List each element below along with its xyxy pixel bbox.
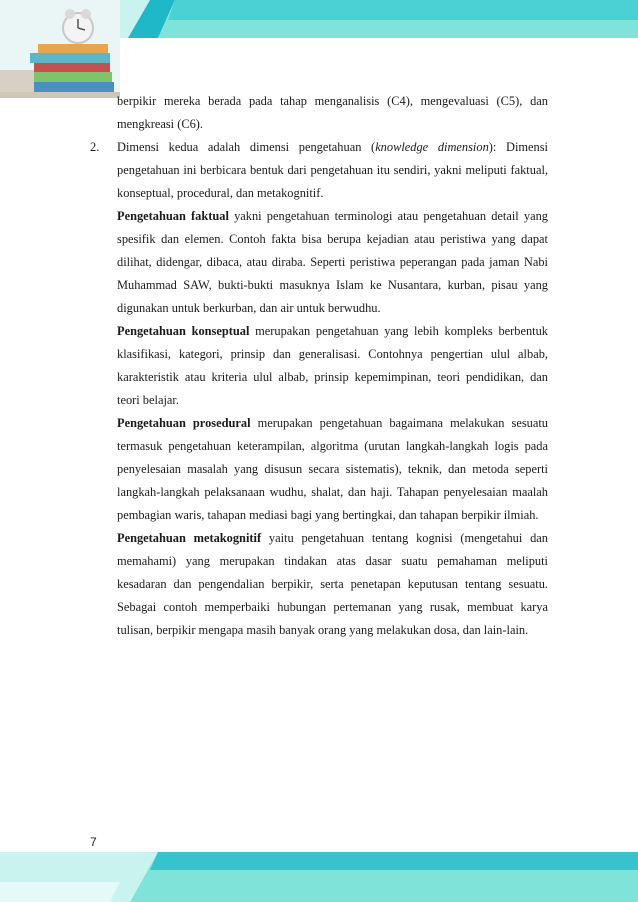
term-metakognitif: Pengetahuan metakognitif — [117, 531, 262, 545]
list-number: 2. — [90, 140, 100, 154]
paragraph-faktual: Pengetahuan faktual yakni pengetahuan terminologi atau pengetahuan detail yang spesifik dan elemen. Contoh fakta bisa berupa kejadian atau peristiwa yang dapat dilihat, didengar, dibaca, atau diraba. Seperti peristiwa peperangan pada jaman Nabi Muhammad SAW, bukti-bukti masuknya Islam ke Nusantara, kurban, pisau yang digunakan untuk berkurban, dan air untuk berwudhu. — [117, 209, 549, 315]
list-item-2 — [90, 136, 548, 205]
term-konseptual: Pengetahuan konseptual — [117, 324, 250, 338]
page-number: 7 — [90, 835, 97, 849]
document-body — [90, 90, 548, 642]
books-and-clock-icon — [0, 0, 135, 98]
term-faktual: Pengetahuan faktual — [117, 209, 229, 223]
footer-decoration — [0, 830, 638, 902]
continuation-paragraph: berpikir mereka berada pada tahap menganalisis (C4), mengevaluasi (C5), dan mengkreasi (C6). — [117, 94, 548, 131]
term-prosedural: Pengetahuan prosedural — [117, 416, 251, 430]
paragraph-metakognitif: Pengetahuan metakognitif yaitu pengetahuan tentang kognisi (mengetahui dan memahami) yang merupakan tindakan atas dasar suatu pemahaman meliputi kesadaran dan pengendalian berpikir, serta penetapan keputusan tentang sesuatu. Sebagai contoh memperbaiki hubungan pertemanan yang rusak, membuat karya tulisan, berpikir mengapa masih banyak orang yang melakukan dosa, dan lain-lain. — [117, 531, 548, 637]
italic-term: knowledge dimension — [375, 140, 489, 154]
paragraph-prosedural: Pengetahuan prosedural merupakan pengetahuan bagaimana melakukan sesuatu termasuk pengetahuan keterampilan, algoritma (urutan langkah-langkah logis pada penyelesaian masalah yang disusun secara sistematis), teknik, dan metoda seperti langkah-langkah pelaksanaan wudhu, shalat, dan haji. Tahapan penyelesaian maalah pembagian waris, tahapan mediasi bagi yang bertingkai, dan tahapan berpikir ilmiah. — [117, 416, 548, 522]
list-item-text: Dimensi kedua adalah dimensi pengetahuan (knowledge dimension): Dimensi pengetahuan ini berbicara bentuk dari pengetahuan itu sendiri, yakni meliputi faktual, konseptual, procedural, dan metakognitif. — [117, 140, 548, 200]
paragraph-konseptual: Pengetahuan konseptual merupakan pengetahuan yang lebih kompleks berbentuk klasifikasi, kategori, prinsip dan generalisasi. Contohnya pengertian ulul albab, karakteristik atau kriteria ulul albab, prinsip kepemimpinan, teori pendidikan, dan teori belajar. — [117, 324, 548, 407]
